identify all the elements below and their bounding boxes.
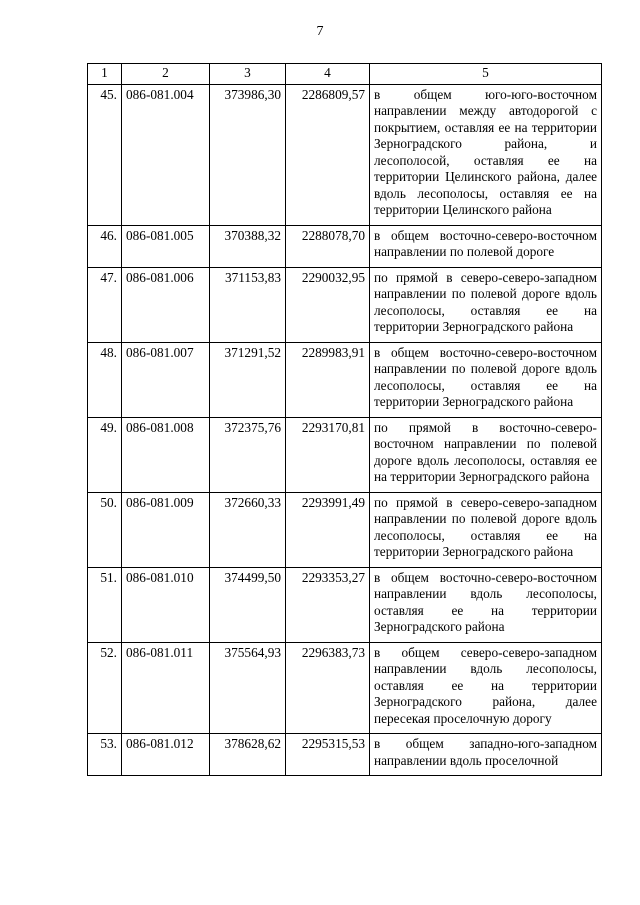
row-number-cell: 48. bbox=[88, 342, 122, 417]
table-row bbox=[88, 267, 602, 342]
point-code-cell: 086-081.010 bbox=[122, 567, 210, 642]
x-coordinate-cell: 373986,30 bbox=[210, 84, 286, 225]
point-code-cell: 086-081.012 bbox=[122, 734, 210, 776]
description-cell: в общем восточно-северо-восточном направлении вдоль лесополосы, оставляя ее на территории Зерноградского района bbox=[370, 567, 602, 642]
point-code-cell: 086-081.009 bbox=[122, 492, 210, 567]
column-header-number: 1 bbox=[88, 64, 122, 85]
table-row bbox=[88, 342, 602, 417]
point-code-cell: 086-081.005 bbox=[122, 225, 210, 267]
table-row bbox=[88, 417, 602, 492]
table-row bbox=[88, 492, 602, 567]
column-header-description: 5 bbox=[370, 64, 602, 85]
x-coordinate-cell: 371153,83 bbox=[210, 267, 286, 342]
description-cell: в общем западно-юго-западном направлении вдоль проселочной bbox=[370, 734, 602, 776]
point-code-cell: 086-081.011 bbox=[122, 642, 210, 734]
table-row bbox=[88, 84, 602, 225]
column-header-code: 2 bbox=[122, 64, 210, 85]
table-row bbox=[88, 734, 602, 776]
y-coordinate-cell: 2293991,49 bbox=[286, 492, 370, 567]
page-number: 7 bbox=[316, 24, 324, 39]
x-coordinate-cell: 372660,33 bbox=[210, 492, 286, 567]
point-code-cell: 086-081.008 bbox=[122, 417, 210, 492]
row-number-cell: 49. bbox=[88, 417, 122, 492]
table-header-row bbox=[88, 64, 602, 85]
y-coordinate-cell: 2289983,91 bbox=[286, 342, 370, 417]
row-number-cell: 46. bbox=[88, 225, 122, 267]
row-number-cell: 52. bbox=[88, 642, 122, 734]
table-row bbox=[88, 642, 602, 734]
row-number-cell: 53. bbox=[88, 734, 122, 776]
column-header-x: 3 bbox=[210, 64, 286, 85]
description-cell: в общем восточно-северо-восточном направлении по полевой дороге вдоль лесополосы, оставляя ее на территории Зерноградского района bbox=[370, 342, 602, 417]
column-header-y: 4 bbox=[286, 64, 370, 85]
description-cell: в общем северо-северо-западном направлении вдоль лесополосы, оставляя ее на территории Зерноградского района, далее пересекая проселочную дорогу bbox=[370, 642, 602, 734]
x-coordinate-cell: 372375,76 bbox=[210, 417, 286, 492]
x-coordinate-cell: 378628,62 bbox=[210, 734, 286, 776]
description-cell: по прямой в восточно-северо-восточном направлении по полевой дороге вдоль лесополосы, оставляя ее на территории Зерноградского района bbox=[370, 417, 602, 492]
y-coordinate-cell: 2295315,53 bbox=[286, 734, 370, 776]
y-coordinate-cell: 2290032,95 bbox=[286, 267, 370, 342]
row-number-cell: 51. bbox=[88, 567, 122, 642]
y-coordinate-cell: 2293170,81 bbox=[286, 417, 370, 492]
x-coordinate-cell: 370388,32 bbox=[210, 225, 286, 267]
boundary-points-table bbox=[87, 63, 602, 776]
description-cell: по прямой в северо-северо-западном направлении по полевой дороге вдоль лесополосы, оставляя ее на территории Зерноградского района bbox=[370, 267, 602, 342]
row-number-cell: 45. bbox=[88, 84, 122, 225]
x-coordinate-cell: 375564,93 bbox=[210, 642, 286, 734]
point-code-cell: 086-081.007 bbox=[122, 342, 210, 417]
point-code-cell: 086-081.006 bbox=[122, 267, 210, 342]
table-row bbox=[88, 225, 602, 267]
description-cell: по прямой в северо-северо-западном направлении по полевой дороге вдоль лесополосы, оставляя ее на территории Зерноградского района bbox=[370, 492, 602, 567]
row-number-cell: 50. bbox=[88, 492, 122, 567]
description-cell: в общем юго-юго-восточном направлении между автодорогой с покрытием, оставляя ее на территории Зерноградского района, и лесополосой, оставляя ее на территории Целинского района, далее вдоль лесополосы, оставляя ее на территории Целинского района bbox=[370, 84, 602, 225]
x-coordinate-cell: 374499,50 bbox=[210, 567, 286, 642]
description-cell: в общем восточно-северо-восточном направлении по полевой дороге bbox=[370, 225, 602, 267]
table-row bbox=[88, 567, 602, 642]
y-coordinate-cell: 2293353,27 bbox=[286, 567, 370, 642]
y-coordinate-cell: 2288078,70 bbox=[286, 225, 370, 267]
y-coordinate-cell: 2296383,73 bbox=[286, 642, 370, 734]
point-code-cell: 086-081.004 bbox=[122, 84, 210, 225]
x-coordinate-cell: 371291,52 bbox=[210, 342, 286, 417]
y-coordinate-cell: 2286809,57 bbox=[286, 84, 370, 225]
row-number-cell: 47. bbox=[88, 267, 122, 342]
